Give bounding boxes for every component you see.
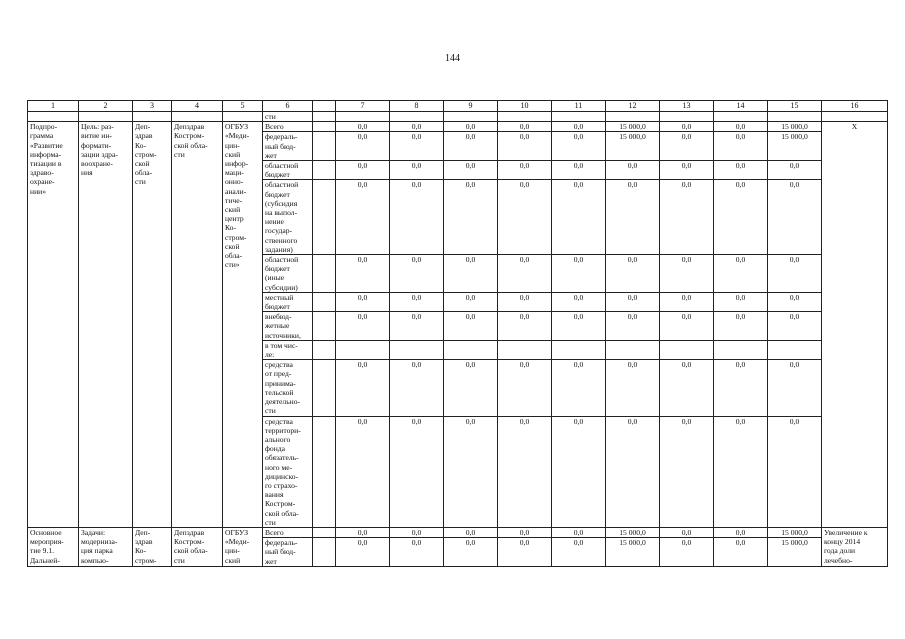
value-cell: 0,0 [714, 292, 768, 311]
value-cell: 0,0 [444, 416, 498, 527]
value-cell: 0,0 [444, 161, 498, 180]
value-cell: 0,0 [768, 416, 822, 527]
recipient-cell: ОГБУЗ «Меди- цин- ский инфор- маци- онно- анали- тиче- ский центр Ко- стром- ской обла- сти» [223, 122, 263, 528]
value-cell: 0,0 [552, 527, 606, 537]
column-number-14: 14 [714, 101, 768, 112]
value-cell: 0,0 [660, 161, 714, 180]
blank-cell [313, 312, 336, 341]
funding-source-cell: Всего [263, 122, 313, 132]
value-cell: 0,0 [498, 132, 552, 161]
value-cell: 0,0 [336, 538, 390, 567]
value-cell: 0,0 [390, 360, 444, 416]
value-cell: 15 000,0 [606, 122, 660, 132]
value-cell: 0,0 [552, 132, 606, 161]
value-cell [444, 340, 498, 359]
blank-cell [313, 416, 336, 527]
blank-cell [313, 122, 336, 132]
value-cell: 0,0 [444, 255, 498, 293]
value-cell: 15 000,0 [606, 132, 660, 161]
funding-source-cell: областной бюджет [263, 161, 313, 180]
funding-source-cell: областной бюджет (иные субсидии) [263, 255, 313, 293]
value-cell: 0,0 [498, 180, 552, 255]
value-cell [552, 340, 606, 359]
value-cell: 0,0 [444, 360, 498, 416]
value-cell: 0,0 [606, 360, 660, 416]
empty-cell [768, 112, 822, 122]
value-cell: 0,0 [390, 527, 444, 537]
empty-cell [714, 112, 768, 122]
value-cell [390, 340, 444, 359]
value-cell: 0,0 [336, 122, 390, 132]
blank-cell [313, 340, 336, 359]
result-cell: Увеличение к концу 2014 года доли лечебно- [822, 527, 888, 566]
column-number-row [28, 101, 888, 112]
value-cell [768, 340, 822, 359]
value-cell: 0,0 [498, 161, 552, 180]
value-cell: 0,0 [336, 180, 390, 255]
value-cell: 0,0 [444, 132, 498, 161]
funding-source-cell: внебюд- жетные источники, [263, 312, 313, 341]
value-cell: 0,0 [498, 255, 552, 293]
goal-cell: Задачи: модерниза- ция парка компью- [79, 527, 133, 566]
column-number-10: 10 [498, 101, 552, 112]
column-number-15: 15 [768, 101, 822, 112]
value-cell: 0,0 [336, 161, 390, 180]
column-number-4: 4 [172, 101, 223, 112]
value-cell: 0,0 [660, 360, 714, 416]
empty-cell [79, 112, 133, 122]
value-cell: 15 000,0 [606, 538, 660, 567]
value-cell: 0,0 [498, 292, 552, 311]
value-cell: 0,0 [660, 180, 714, 255]
value-cell: 0,0 [498, 360, 552, 416]
table-row [28, 122, 888, 132]
value-cell [336, 340, 390, 359]
value-cell: 0,0 [498, 122, 552, 132]
value-cell: 0,0 [336, 255, 390, 293]
coexecutor-cell: Деп- здрав Ко- стром- [133, 527, 172, 566]
value-cell: 0,0 [390, 416, 444, 527]
budget-table [27, 100, 888, 567]
value-cell: 0,0 [444, 538, 498, 567]
value-cell [660, 340, 714, 359]
continuation-text: сти [263, 112, 313, 122]
value-cell: 15 000,0 [768, 538, 822, 567]
empty-cell [822, 112, 888, 122]
empty-cell [336, 112, 390, 122]
value-cell [606, 340, 660, 359]
value-cell: 0,0 [768, 360, 822, 416]
executor-cell: Депздрав Костром- ской обла- сти [172, 527, 223, 566]
value-cell: 0,0 [552, 292, 606, 311]
value-cell: 15 000,0 [606, 527, 660, 537]
value-cell: 0,0 [768, 180, 822, 255]
value-cell: 0,0 [552, 161, 606, 180]
executor-cell: Депздрав Костром- ской обла- сти [172, 122, 223, 528]
value-cell: 0,0 [768, 255, 822, 293]
value-cell: 0,0 [714, 312, 768, 341]
value-cell: 0,0 [606, 312, 660, 341]
value-cell: 0,0 [498, 527, 552, 537]
program-name-cell: Основное мероприя- тие 9.1. Дальней- [28, 527, 79, 566]
empty-cell [606, 112, 660, 122]
funding-source-cell: Всего [263, 527, 313, 537]
value-cell: 15 000,0 [768, 122, 822, 132]
value-cell: 0,0 [714, 122, 768, 132]
value-cell: 0,0 [606, 161, 660, 180]
empty-cell [313, 112, 336, 122]
value-cell: 0,0 [660, 292, 714, 311]
column-number-13: 13 [660, 101, 714, 112]
blank-cell [313, 292, 336, 311]
column-number-5: 5 [223, 101, 263, 112]
column-number-3: 3 [133, 101, 172, 112]
page-number: 144 [445, 53, 460, 64]
blank-cell [313, 527, 336, 537]
blank-cell [313, 538, 336, 567]
value-cell: 0,0 [660, 538, 714, 567]
value-cell: 0,0 [390, 255, 444, 293]
value-cell: 0,0 [714, 161, 768, 180]
value-cell: 0,0 [498, 416, 552, 527]
value-cell: 0,0 [552, 312, 606, 341]
empty-cell [660, 112, 714, 122]
table-row [28, 527, 888, 537]
value-cell: 0,0 [660, 312, 714, 341]
value-cell: 0,0 [336, 527, 390, 537]
empty-cell [498, 112, 552, 122]
empty-cell [552, 112, 606, 122]
value-cell: 0,0 [390, 180, 444, 255]
value-cell: 0,0 [444, 527, 498, 537]
value-cell: 0,0 [498, 312, 552, 341]
value-cell: 0,0 [714, 255, 768, 293]
column-number-11: 11 [552, 101, 606, 112]
value-cell: 0,0 [444, 122, 498, 132]
column-number-2: 2 [79, 101, 133, 112]
value-cell: 0,0 [660, 132, 714, 161]
funding-source-cell: в том чис- ле: [263, 340, 313, 359]
value-cell: 0,0 [606, 292, 660, 311]
value-cell: 0,0 [552, 255, 606, 293]
value-cell: 0,0 [714, 360, 768, 416]
blank-cell [313, 180, 336, 255]
value-cell: 0,0 [660, 416, 714, 527]
value-cell: 0,0 [336, 416, 390, 527]
column-number-16: 16 [822, 101, 888, 112]
value-cell: 0,0 [336, 292, 390, 311]
value-cell: 0,0 [336, 312, 390, 341]
value-cell: 0,0 [714, 538, 768, 567]
value-cell: 0,0 [336, 132, 390, 161]
value-cell: 0,0 [768, 292, 822, 311]
blank-cell [313, 161, 336, 180]
value-cell: 0,0 [606, 180, 660, 255]
value-cell: 0,0 [552, 416, 606, 527]
value-cell: 0,0 [714, 132, 768, 161]
column-number-12: 12 [606, 101, 660, 112]
value-cell: 0,0 [390, 122, 444, 132]
empty-cell [172, 112, 223, 122]
funding-source-cell: федераль- ный бюд- жет [263, 132, 313, 161]
column-number-1: 1 [28, 101, 79, 112]
value-cell [498, 340, 552, 359]
blank-cell [313, 132, 336, 161]
empty-cell [444, 112, 498, 122]
recipient-cell: ОГБУЗ «Меди- цин- ский [223, 527, 263, 566]
program-name-cell: Подпро- грамма «Развитие информа- тизации в здраво- охране- нии» [28, 122, 79, 528]
value-cell: 15 000,0 [768, 527, 822, 537]
column-number-9: 9 [444, 101, 498, 112]
column-number-8: 8 [390, 101, 444, 112]
value-cell: 0,0 [444, 180, 498, 255]
value-cell: 0,0 [660, 255, 714, 293]
funding-source-cell: областной бюджет (субсидия на выпол- нение государ- ственного задания) [263, 180, 313, 255]
value-cell: 0,0 [606, 255, 660, 293]
empty-cell [28, 112, 79, 122]
value-cell: 0,0 [552, 360, 606, 416]
blank-cell [313, 255, 336, 293]
value-cell: 0,0 [498, 538, 552, 567]
value-cell: 0,0 [552, 180, 606, 255]
value-cell: 0,0 [714, 416, 768, 527]
value-cell: 15 000,0 [768, 132, 822, 161]
budget-table-sheet [27, 100, 888, 567]
goal-cell: Цель: раз- витие ин- формати- зации здра- воохране- ния [79, 122, 133, 528]
column-number-blank [313, 101, 336, 112]
result-cell: Х [822, 122, 888, 528]
value-cell: 0,0 [714, 527, 768, 537]
value-cell: 0,0 [390, 312, 444, 341]
coexecutor-cell: Деп- здрав Ко- стром- ской обла- сти [133, 122, 172, 528]
value-cell: 0,0 [768, 312, 822, 341]
value-cell: 0,0 [336, 360, 390, 416]
column-number-7: 7 [336, 101, 390, 112]
empty-cell [223, 112, 263, 122]
funding-source-cell: местный бюджет [263, 292, 313, 311]
value-cell: 0,0 [552, 538, 606, 567]
value-cell: 0,0 [390, 292, 444, 311]
empty-cell [133, 112, 172, 122]
column-number-6: 6 [263, 101, 313, 112]
value-cell: 0,0 [714, 180, 768, 255]
continuation-row [28, 112, 888, 122]
value-cell: 0,0 [390, 161, 444, 180]
value-cell: 0,0 [660, 122, 714, 132]
value-cell: 0,0 [606, 416, 660, 527]
value-cell [714, 340, 768, 359]
value-cell: 0,0 [444, 312, 498, 341]
funding-source-cell: средства территори- ального фонда обязатель- ного ме- дицинско- го страхо- вания Костром- ской обла- сти [263, 416, 313, 527]
value-cell: 0,0 [552, 122, 606, 132]
blank-cell [313, 360, 336, 416]
funding-source-cell: средства от пред- принима- тельской деятельно- сти [263, 360, 313, 416]
value-cell: 0,0 [768, 161, 822, 180]
value-cell: 0,0 [390, 132, 444, 161]
value-cell: 0,0 [444, 292, 498, 311]
value-cell: 0,0 [390, 538, 444, 567]
funding-source-cell: федераль- ный бюд- жет [263, 538, 313, 567]
value-cell: 0,0 [660, 527, 714, 537]
empty-cell [390, 112, 444, 122]
